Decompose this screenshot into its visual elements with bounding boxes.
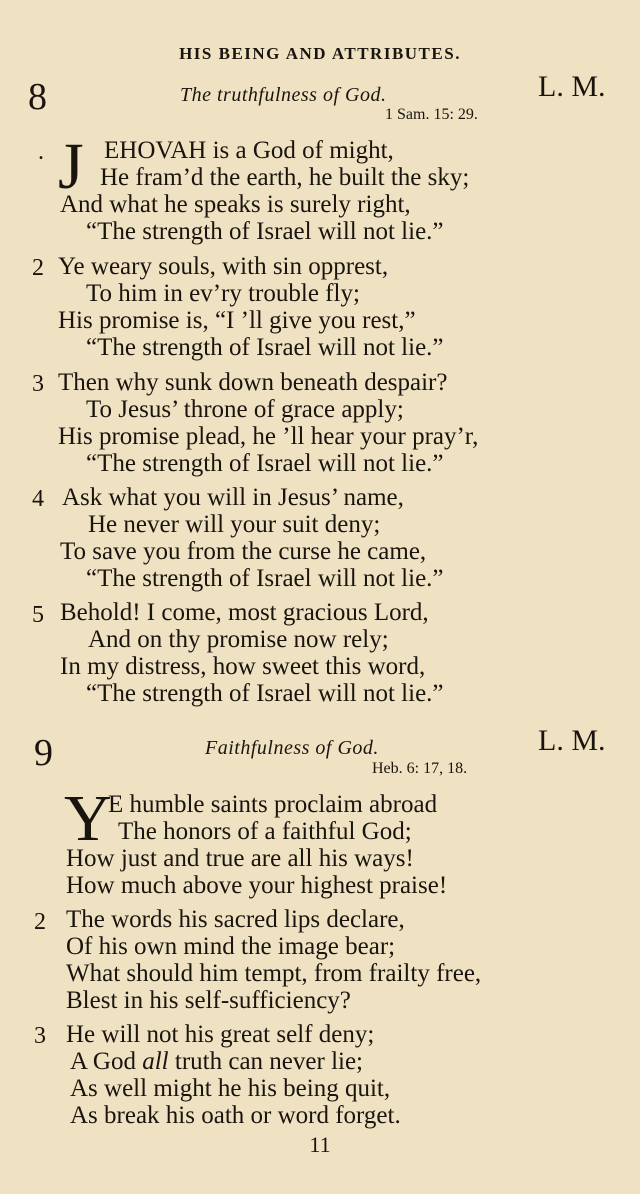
hymn-8-v4-line-1: Ask what you will in Jesus’ name, [62, 484, 404, 511]
hymn-9-v3-line-4: As break his oath or word forget. [70, 1102, 401, 1129]
hymn-8-v1-line-2: He fram’d the earth, he built the sky; [100, 164, 470, 191]
hymn-9-v3-line-2-emphasis: all [142, 1048, 169, 1075]
hymn-9-v2-line-4: Blest in his self-sufficiency? [66, 987, 351, 1014]
hymn-8-v3-line-4: “The strength of Israel will not lie.” [86, 450, 444, 477]
hymn-9-v3-number: 3 [34, 1023, 46, 1049]
hymn-8-v1-line-4: “The strength of Israel will not lie.” [86, 218, 444, 245]
hymn-8-v5-line-2: And on thy promise now rely; [88, 626, 389, 653]
hymn-9-v3-line-2-post: truth can never lie; [168, 1048, 364, 1075]
hymn-8-v3-number: 3 [32, 371, 44, 397]
hymn-8-meter: L. M. [538, 70, 606, 103]
hymn-9-v3-line-1: He will not his great self deny; [66, 1021, 375, 1048]
hymn-9-v1-line-2: The honors of a faithful God; [118, 818, 412, 845]
page-number: 11 [309, 1132, 331, 1157]
hymn-9-v1-line-1: E humble saints proclaim abroad [108, 791, 438, 818]
hymn-8-v4-line-4: “The strength of Israel will not lie.” [86, 565, 444, 592]
hymn-8-v3-line-3: His promise plead, he ’ll hear your pray’r, [58, 423, 479, 450]
hymn-9-number: 9 [34, 732, 53, 774]
hymn-8-v3-line-1: Then why sunk down beneath despair? [58, 369, 448, 396]
hymn-8-v2-number: 2 [32, 255, 44, 281]
hymn-9-v2-line-3: What should him tempt, from frailty free, [66, 960, 482, 987]
hymn-9-v2-line-2: Of his own mind the image bear; [66, 933, 396, 960]
hymn-8-v2-line-1: Ye weary souls, with sin opprest, [58, 253, 389, 280]
hymn-9-v1-line-3: How just and true are all his ways! [66, 845, 414, 872]
hymn-8-v3-line-2: To Jesus’ throne of grace apply; [86, 396, 404, 423]
hymn-9-title: Faithfulness of God. [205, 737, 379, 759]
hymn-9-v3-line-3: As well might he his being quit, [70, 1075, 391, 1102]
hymn-9-v1-line-4: How much above your highest praise! [66, 872, 448, 899]
hymn-8-reference: 1 Sam. 15: 29. [385, 106, 478, 123]
hymn-8-v5-number: 5 [32, 602, 44, 628]
running-head: HIS BEING AND ATTRIBUTES. [179, 44, 461, 63]
hymn-8-v5-line-4: “The strength of Israel will not lie.” [86, 680, 444, 707]
hymn-9-reference: Heb. 6: 17, 18. [372, 760, 468, 777]
hymn-9-v2-number: 2 [34, 909, 46, 935]
hymn-8-v5-line-3: In my distress, how sweet this word, [60, 653, 426, 680]
hymn-8-drop-cap: J [58, 130, 84, 203]
hymn-8-v4-number: 4 [32, 486, 44, 512]
hymn-8-v1-line-1: EHOVAH is a God of might, [104, 137, 394, 164]
hymn-9-v2-line-1: The words his sacred lips declare, [66, 906, 405, 933]
hymn-8-title: The truthfulness of God. [180, 84, 387, 106]
hymn-8-v4-line-3: To save you from the curse he came, [60, 538, 427, 565]
hymn-9-v3-line-2-pre: A God [70, 1048, 143, 1075]
hymn-9-drop-cap: Y [64, 782, 112, 855]
hymn-8-v2-line-2: To him in ev’ry trouble fly; [86, 280, 360, 307]
lead-mark: . [38, 139, 44, 165]
hymn-8-v4-line-2: He never will your suit deny; [88, 511, 381, 538]
hymn-8-v2-line-3: His promise is, “I ’ll give you rest,” [58, 307, 416, 334]
hymn-8-v1-line-3: And what he speaks is surely right, [60, 191, 411, 218]
hymn-8-v2-line-4: “The strength of Israel will not lie.” [86, 334, 444, 361]
hymn-8-number: 8 [28, 76, 47, 118]
hymn-9-meter: L. M. [538, 724, 606, 757]
hymn-9-v3-line-2 [70, 1049, 363, 1074]
hymn-8-v5-line-1: Behold! I come, most gracious Lord, [60, 599, 429, 626]
